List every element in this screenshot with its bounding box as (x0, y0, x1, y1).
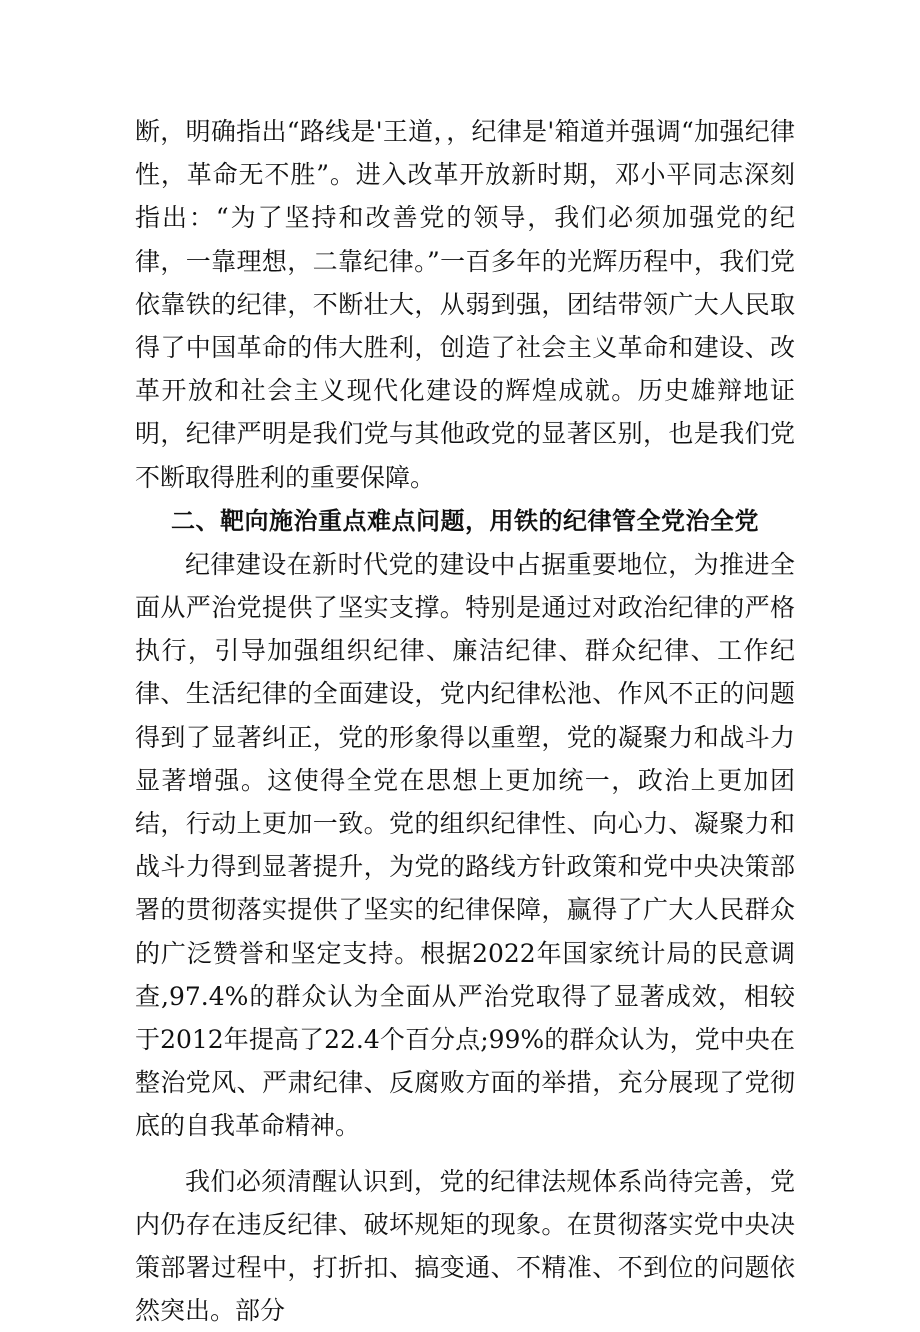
section-heading: 二、靶向施治重点难点问题，用铁的纪律管全党治全党 (171, 506, 759, 535)
paragraph-2: 纪律建设在新时代党的建设中占据重要地位，为推进全面从严治党提供了坚实支撑。特别是通过对政治纪律的严格执行，引导加强组织纪律、廉洁纪律、群众纪律、工作纪律、生活纪律的全面建设，党内纪律松池、作风不正的问题得到了显著纠正，党的形象得以重塑，党的凝聚力和战斗力显著增强。这使得全党在思想上更加统一，政治上更加团结，行动上更加一致。党的组织纪律性、向心力、凝聚力和战斗力得到显著提升，为党的路线方针政策和党中央决策部署的贯彻落实提供了坚实的纪律保障，赢得了广大人民群众的广泛赞誉和坚定支持。根据2022年国家统计局的民意调查,97.4%的群众认为全面从严治党取得了显著成效，相较于2012年提高了22.4个百分点;99%的群众认为，党中央在整治党风、严肃纪律、反腐败方面的举措，充分展现了党彻底的自我革命精神。 (135, 549, 795, 1141)
document-body (135, 110, 795, 1332)
paragraph-3: 我们必须清醒认识到，党的纪律法规体系尚待完善，党内仍存在违反纪律、破坏规矩的现象。在贯彻落实党中央决策部署过程中，打折扣、搞变通、不精准、不到位的问题依然突出。部分 (135, 1166, 795, 1326)
paragraph-1: 断，明确指出“路线是'王道，，纪律是'箱道并强调“加强纪律性，革命无不胜”。进入改革开放新时期，邓小平同志深刻指出：“为了坚持和改善党的领导，我们必须加强党的纪律，一靠理想，二靠纪律。”一百多年的光辉历程中，我们党依靠铁的纪律，不断壮大，从弱到强，团结带领广大人民取得了中国革命的伟大胜利，创造了社会主义革命和建设、改革开放和社会主义现代化建设的辉煌成就。历史雄辩地证明，纪律严明是我们党与其他政党的显著区别，也是我们党不断取得胜利的重要保障。 (135, 117, 795, 492)
